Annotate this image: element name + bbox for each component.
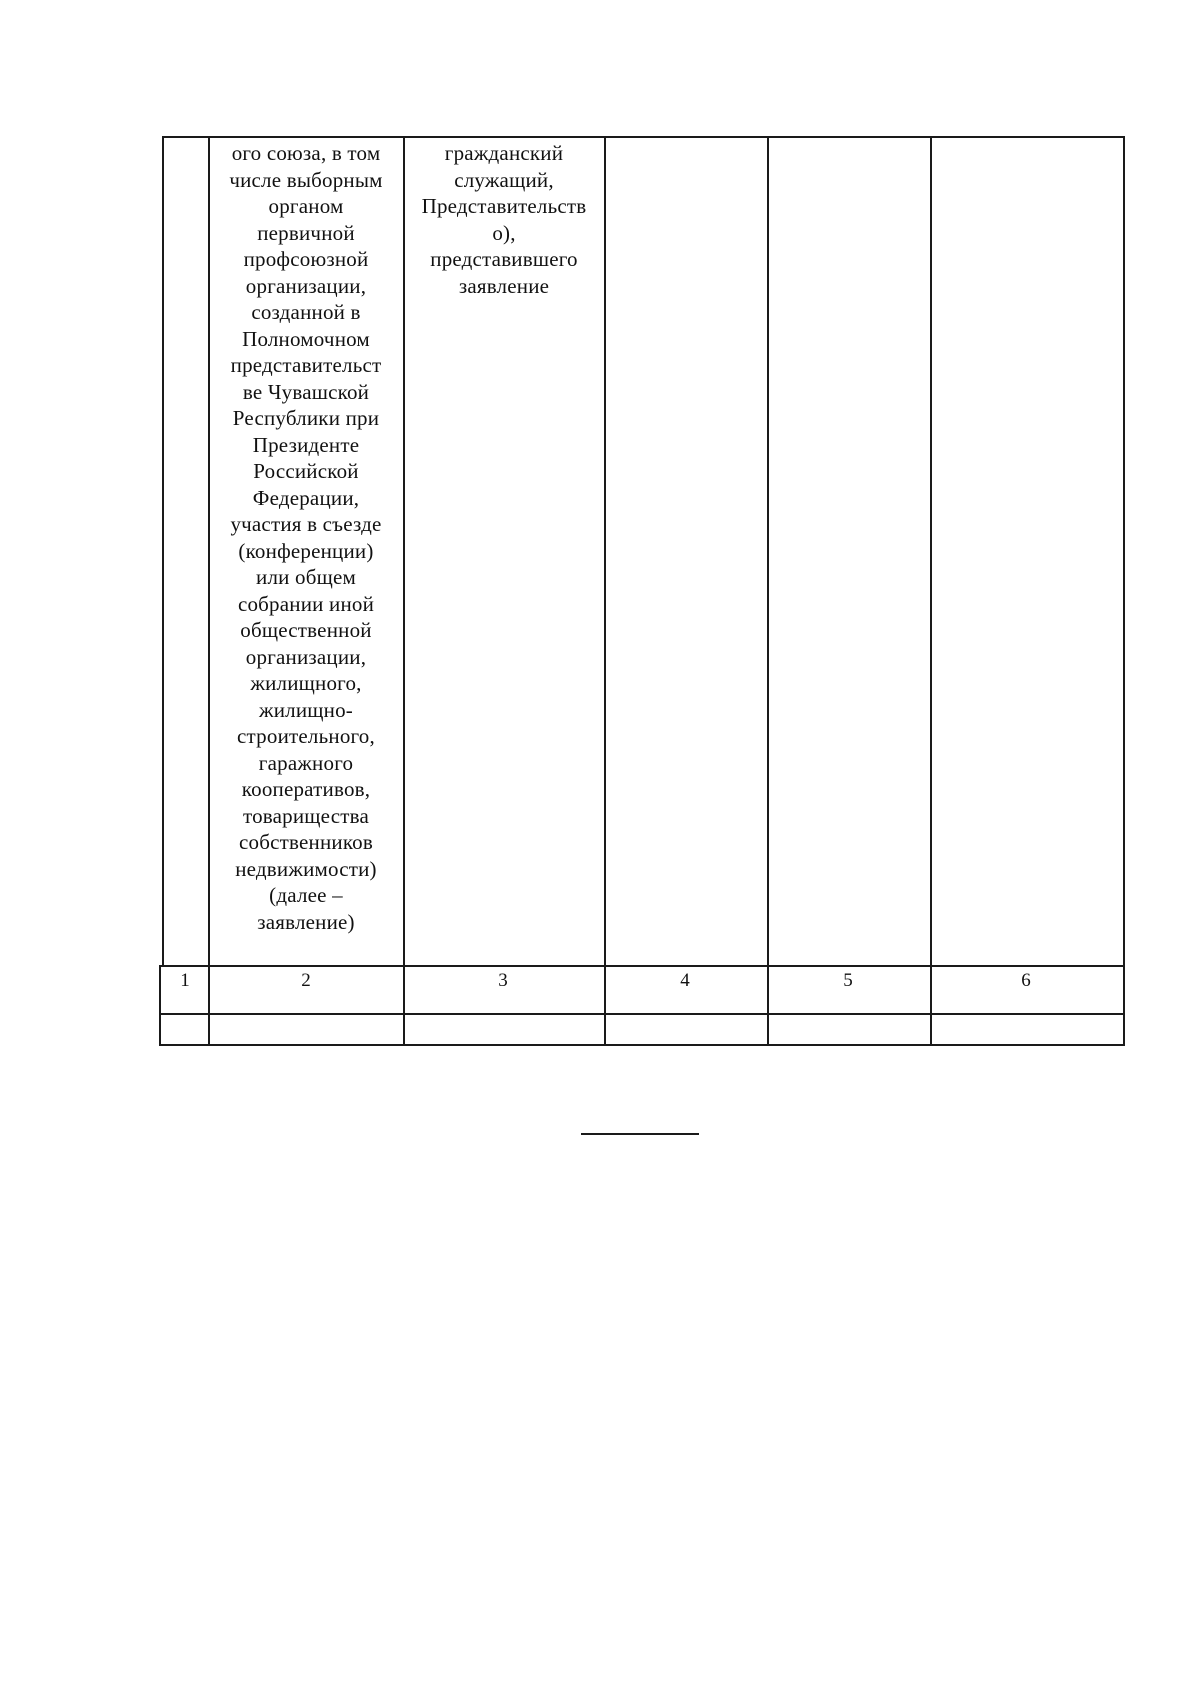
- column-number-1: 1: [180, 970, 190, 991]
- table-top-border: [162, 136, 1125, 138]
- table-left-border: [159, 965, 161, 1046]
- column-divider: [208, 136, 210, 1046]
- table-left-border: [162, 136, 164, 966]
- table-bottom-border: [159, 1044, 1125, 1046]
- cell-row1-col3: гражданский служащий, Представительств о), представившего заявление: [421, 141, 587, 298]
- column-number-4: 4: [680, 970, 690, 991]
- column-divider: [930, 136, 932, 1046]
- table-row-divider: [159, 965, 1125, 967]
- table-right-border: [1123, 136, 1125, 1046]
- column-number-5: 5: [843, 970, 853, 991]
- column-number-2: 2: [301, 970, 311, 991]
- column-divider: [604, 136, 606, 1046]
- end-of-document-rule: [581, 1133, 699, 1135]
- column-number-3: 3: [498, 970, 508, 991]
- cell-row1-col2: ого союза, в том числе выборным органом первичной профсоюзной организации, созданной в Полномочном представительст ве Чувашской Республики при Президенте Российской Федерации, участия в съезде (конференции) или общем собрании иной общественной организации, жилищного, жилищно- строительного, гаражного кооперативов, товарищества собственников недвижимости) (далее – заявление): [229, 141, 383, 934]
- column-divider: [403, 136, 405, 1046]
- table-row-divider: [159, 1013, 1125, 1015]
- column-divider: [767, 136, 769, 1046]
- column-number-6: 6: [1021, 970, 1031, 991]
